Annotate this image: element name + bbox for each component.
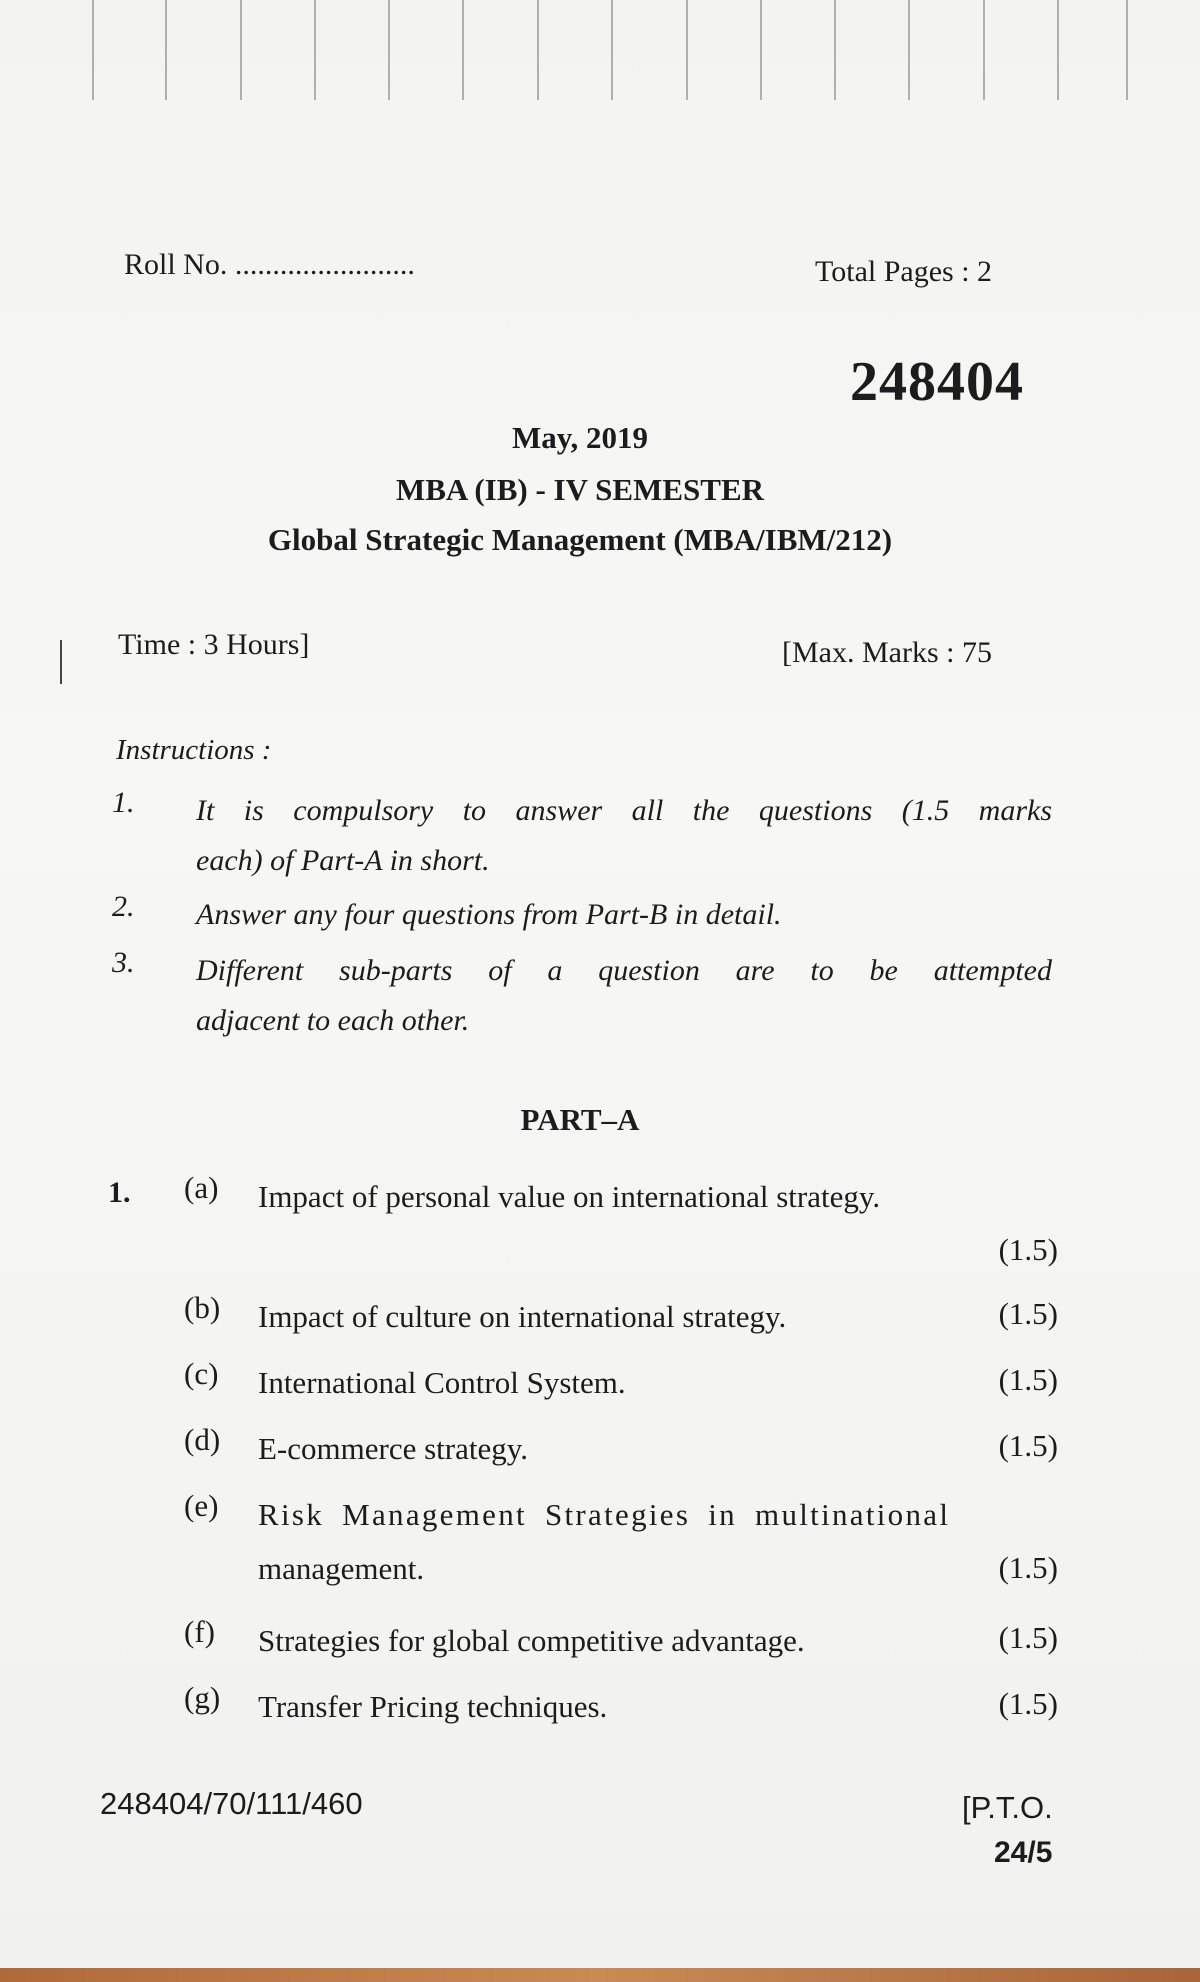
instruction-item (112, 786, 1052, 886)
instruction-item (112, 890, 1052, 940)
item-label: (f) (184, 1614, 215, 1649)
item-text: E-commerce strategy. (258, 1431, 528, 1466)
item-text: Transfer Pricing techniques. (258, 1689, 608, 1724)
instruction-text-cont: adjacent to each other. (196, 1004, 470, 1037)
item-text: Strategies for global competitive advantage. (258, 1623, 805, 1658)
total-pages: Total Pages : 2 (815, 255, 993, 288)
item-text: International Control System. (258, 1365, 626, 1400)
item-marks: (1.5) (998, 1550, 1058, 1585)
instruction-text-cont: each) of Part-A in short. (196, 844, 490, 877)
item-text-cont: management. (258, 1551, 425, 1586)
instruction-number: 3. (112, 946, 135, 979)
question-item-f (184, 1614, 1064, 1668)
item-marks: (1.5) (998, 1686, 1058, 1721)
subject-title: Global Strategic Management (MBA/IBM/212) (267, 522, 893, 557)
item-marks: (1.5) (998, 1296, 1058, 1331)
footer-code: 248404/70/111/460 (100, 1786, 363, 1821)
instruction-text: Answer any four questions from Part-B in detail. (196, 898, 782, 931)
item-label: (c) (184, 1356, 219, 1391)
item-text: Impact of culture on international strategy. (258, 1299, 787, 1334)
question-number: 1. (108, 1176, 131, 1209)
item-marks: (1.5) (998, 1620, 1058, 1655)
instructions-heading: Instructions : (116, 734, 272, 766)
item-label: (d) (184, 1422, 221, 1457)
page-mark: 24/5 (994, 1836, 1053, 1869)
item-marks: (1.5) (998, 1232, 1058, 1267)
question-item-g (184, 1680, 1064, 1734)
perforation-lines (0, 0, 1200, 110)
instruction-number: 1. (112, 786, 135, 819)
exam-time: Time : 3 Hours] (118, 628, 310, 661)
roll-number: Roll No. ........................ (124, 248, 415, 281)
instruction-text: It is compulsory to answer all the questions (1.5 marks (196, 794, 1052, 827)
paper-code: 248404 (850, 351, 1024, 413)
item-label: (a) (184, 1170, 219, 1205)
instruction-item (112, 946, 1052, 1046)
part-a-heading: PART–A (520, 1102, 640, 1137)
course-title: MBA (IB) - IV SEMESTER (395, 472, 765, 507)
item-label: (e) (184, 1488, 219, 1523)
question-item-a (184, 1170, 1064, 1280)
exam-date: May, 2019 (511, 420, 649, 455)
item-marks: (1.5) (998, 1428, 1058, 1463)
question-item-e (184, 1488, 1064, 1598)
pto-mark: [P.T.O. (962, 1790, 1053, 1825)
desk-edge (0, 1968, 1200, 1982)
question-item-c (184, 1356, 1064, 1410)
item-text: Impact of personal value on international strategy. (258, 1179, 881, 1214)
item-label: (b) (184, 1290, 221, 1325)
item-label: (g) (184, 1680, 221, 1715)
question-item-b (184, 1290, 1064, 1344)
question-item-d (184, 1422, 1064, 1476)
item-text: Risk Management Strategies in multinational (258, 1497, 951, 1532)
margin-mark (60, 640, 62, 684)
instruction-number: 2. (112, 890, 135, 923)
max-marks: [Max. Marks : 75 (782, 636, 992, 669)
instruction-text: Different sub-parts of a question are to be attempted (196, 954, 1052, 987)
item-marks: (1.5) (998, 1362, 1058, 1397)
